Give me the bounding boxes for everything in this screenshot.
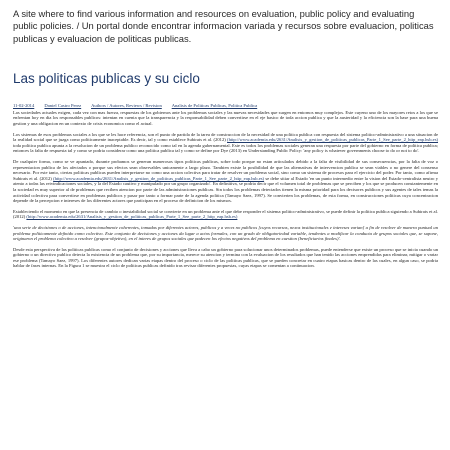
post-date[interactable]: 11-02-2014 <box>13 103 35 109</box>
paragraph-3 <box>13 159 438 204</box>
reference-link[interactable]: (http://www.academia.edu/2631/Analisis_y_gestion_de_politicas_publicas_Parte_1_See_parte_2_http_eap.hsb.es) <box>53 175 265 181</box>
paragraph-4 <box>13 209 438 220</box>
paragraph-text-after: se debe sitiar al Estado 'en un punto intermedio entre la vision del Estado-centralista neutro y atento a todas las reivindicaciones sociales, y la del Estado cautivo y manipulado por un grupo organizado'. En definitiva, se podria decir que el volumen total de problemas que se perciben y los que se producen constantemente en la sociedad es muy superior al de problemas que reciben atencion por parte de las administraciones publicas. Sin todos los problemas detectados tienen la misma prioridad para los decisores publicos y sus agentes de tales temas la actividad colectiva para convertirse en problemas publicos y pasar por tanto a formar parte de la agenda politica (Tamayo Saez, 1997). Se convierten los problemas, de esta forma, en construcciones politicas cuya concentracion depende de la percepcion e intereses de los diferentes actores que participan en el proceso de definicion de los mismos. <box>13 175 439 204</box>
paragraph-text-after: Los diferentes autores dedican varias etapas dentro del proceso o ciclo de las politicas publicas, que se pueden concretar en cuatro etapas basicas dentro de las cuales, en algun caso, se podria hablar de fases internas. En la Figura 1 se muestra el ciclo de politicas publicas definido tras revisar diferentes propuestas, cuyas etapas se comentan a continuacion. <box>13 257 438 269</box>
post-categories[interactable]: Authors / Autores, Reviews / Revision <box>91 103 162 109</box>
post-title[interactable]: Las politicas publicas y su ciclo <box>13 71 200 87</box>
post-body <box>13 110 438 269</box>
paragraph-6 <box>13 247 438 269</box>
paragraph-text: Las sociedades actuales exigen, cada vez con mas fuerza, respuestas de los gobiernos ante los problemas sociales y las nuevas necesidades que surgen en entornos muy complejos. Este cuyeno uno de los mayores retos a los que se enfrentan hoy en dia los responsables publicos: intentan en cuenta que la transparencia y la responsabilidad deben convertirse en el eje basico de toda accion publica y que la austeridad y la eficiencia son la base para una buena gestion y una obligacion en un contexto de crisis economica como el actual. <box>13 109 438 126</box>
post-author[interactable]: Daniel Castro Perez <box>44 103 82 109</box>
post-tags[interactable]: Analisis de Politicas Publicas, Politica Publica <box>171 103 258 109</box>
paragraph-1 <box>13 110 438 127</box>
paragraph-text: Estableciendo el momento en que la presencia de cambio o inestabilidad social se convierte en un problema ante el que debe responder el sistema politico-administrativo, se puede definir la politica publica siguiendo a Subirats et al. (2012) <box>13 208 438 220</box>
paragraph-text: Desde esta perspectiva de las politicas publicas como el conjunto de decisiones y acciones que lleva a cabo un gobierno para solucionar unos determinados problemas, puede entenderse que existe un proceso que se inicia cuando un gobierno o un directivo publico detecta la existencia de un problema que, por su importancia, merece su atencion y termina con la evaluacion de los resultados que han tenido las acciones emprendidas para eliminar, mitigar o variar ese problema (Tamayo Saez, 1997). <box>13 246 438 263</box>
reference-link[interactable]: (http://www.academia.edu/2631/Analisis_y_gestion_de_politicas_publicas_Parte_1_See_parte_2_http_eap.hsb.es) <box>227 137 439 143</box>
paragraph-text: Los sistemas de esos problemas sociales a los que se les hace referencia, son el punto de partida de la tarea de construccion de la necesidad de una politica publica con respuesta del sistema politico-administrativo a una situacion de la realidad social que se juzga como politicamente inaceptable. Es decir, tal y como establece Subirats et al. (2012) <box>13 131 438 143</box>
quote-paragraph <box>13 225 438 242</box>
paragraph-text-after: toda politica publica apunta a la resolucion de un problema publico reconocido como tal en la agenda gubernamental. Este es todos los problemas sociales generan una respuesta por parte del gobierno en forma de politica publica; entonces la falta de respuesta tal y como se podria considerar como una politica publica tal y como se define por Dye (2013) en Understanding Public Policy: 'any policy is whatever governments choose to do or not to do'. <box>13 142 438 154</box>
paragraph-text: De cualquier forma, como se ve apuntado, durante probamos se generan numerosos tipos politicas publicas, sobre todo porque no estan articulados debido a la falta de visibilidad de sus consecuencias, por la falta de voz o representacion publica de los afectados o porque sus efectos sean observables unicamente a largo plazo. Tambien existe la posibilidad de que las alternativas de intervencion publica se sean viables o no genere del consenso necesario. Por este tanto, ciertas politicas publicas pueden interpretarse no como una accion colectiva para tratar de resolver un problema social, sino como un sistema de procesos para el ejercicio del poder. Por tanto, como afirma Subirats et al. (2012) <box>13 158 438 181</box>
paragraph-2 <box>13 132 438 154</box>
reference-link[interactable]: (http://www.academia.edu/2631/Analisis_y_gestion_de_politicas_publicas_Parte_1_See_parte_2_http_eap.hsb.es) <box>26 214 238 220</box>
site-tagline: A site where to find various information and resources on evaluation, public policy and evaluating public policies. / Un portal donde encontrar informacion variada y recursos sobre evaluacion, politicas publicas y evaluacion de politicas publicas. <box>13 8 434 44</box>
quote-text: 'una serie de decisiones o de acciones, intencionalmente coherentes, tomadas por diferentes actores, publicos y a veces no publicos [cuyos recursos, nexos institucionales e intereses varian] a fin de resolver de manera puntual un problema politicamente definido como colectivo. Este conjunto de decisiones y acciones da lugar a actos formales, con un grado de obligatoriedad variable, tendentes a modificar la conducta de grupos sociales que, se supone, originaron el problema colectivo a resolver (grupos-objetivo), en el interes de grupos sociales que padecen los efectos negativos del problema en cuestion (beneficiarios finales)'. <box>13 224 438 242</box>
post-meta <box>13 103 438 109</box>
